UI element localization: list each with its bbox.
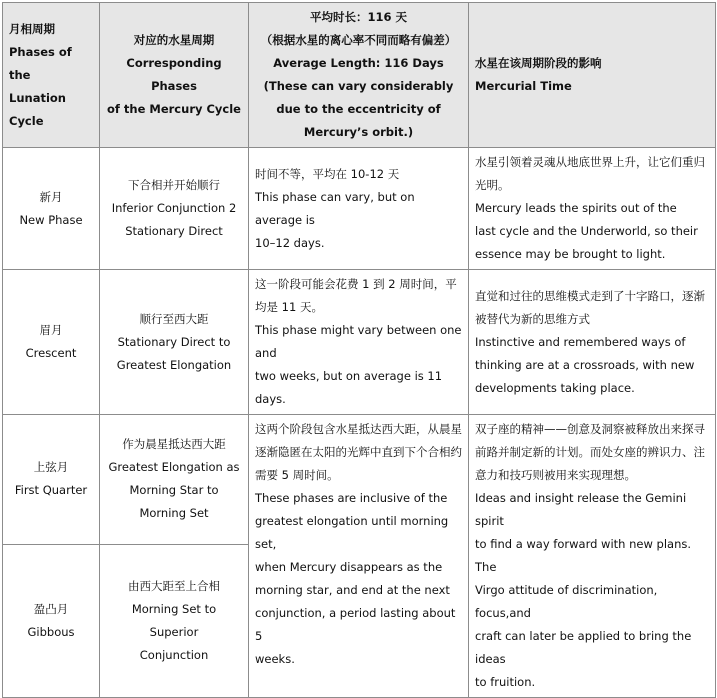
merged-effect-en-2: to find a way forward with new plans. The [475, 537, 692, 574]
merged-effect-en-5: to fruition. [475, 675, 536, 689]
header-lunation-en-1: Phases of the [9, 44, 72, 82]
merged-effect-zh: 双子座的精神——创意及洞察被释放出来探寻前路并制定新的计划。而处女座的辨识力、注意力和技巧则被用来实现理想。 [475, 422, 705, 482]
effect-en-2: thinking are at a crossroads, with new [475, 357, 695, 372]
effect-cell [469, 148, 716, 270]
header-length-zh-2: （根据水星的离心率不同而略有偏差） [260, 33, 457, 47]
mercury-phase-en-2: Morning Star to Morning Set [129, 483, 219, 521]
phase-cell [3, 148, 100, 270]
mercury-phase-zh: 作为晨星抵达西大距 [122, 437, 226, 452]
table-header-row [3, 3, 716, 148]
length-en-3: two weeks, but on average is 11 days. [255, 369, 443, 406]
merged-length-en-6: weeks. [255, 652, 295, 666]
table-row [3, 270, 716, 415]
effect-en-3: developments taking place. [475, 380, 635, 395]
phase-zh: 盈凸月 [33, 601, 69, 616]
phase-en: First Quarter [14, 483, 88, 498]
mercury-phase-cell [100, 544, 249, 697]
header-mercury-en-2: of the Mercury Cycle [107, 102, 241, 116]
header-mercury-en-1: Corresponding Phases [126, 56, 222, 93]
effect-en-1: Mercury leads the spirits out of the [475, 201, 677, 215]
length-en-2: 10–12 days. [255, 235, 325, 250]
effect-en-1: Instinctive and remembered ways of [475, 334, 686, 349]
length-cell [249, 148, 469, 270]
header-lunation-zh: 月相周期 [9, 21, 55, 36]
phase-zh: 眉月 [39, 323, 63, 337]
phase-cell [3, 270, 100, 415]
table-row [3, 415, 716, 545]
mercury-phase-en-2: Conjunction [139, 647, 209, 662]
header-average-length [249, 3, 469, 148]
length-en-2: and [255, 346, 277, 360]
header-length-en-2: (These can vary considerably due to the eccentricity of Mercury’s orbit.) [263, 79, 454, 139]
mercury-phase-cell [100, 415, 249, 545]
phase-en: Crescent [25, 346, 77, 360]
table-row [3, 148, 716, 270]
header-lunation-phases [3, 3, 100, 148]
mercury-phase-zh: 下合相并开始顺行 [128, 178, 220, 192]
length-cell [249, 270, 469, 415]
header-effect-en: Mercurial Time [475, 79, 572, 93]
phase-cell [3, 415, 100, 545]
phase-zh: 上弦月 [33, 460, 69, 475]
phase-zh: 新月 [39, 189, 63, 204]
merged-length-en-5: conjunction, a period lasting about 5 [255, 606, 456, 643]
merged-length-en-3: when Mercury disappears as the [255, 560, 443, 574]
mercury-phase-en-1: Inferior Conjunction 2 [111, 201, 237, 215]
lunation-mercury-table [2, 2, 716, 698]
phase-en: Gibbous [27, 624, 75, 639]
merged-length-cell [249, 415, 469, 698]
merged-effect-en-4: craft can later be applied to bring the ideas [475, 629, 692, 666]
merged-length-en-2: greatest elongation until morning set, [255, 514, 449, 551]
mercury-phase-en-2: Greatest Elongation [116, 357, 232, 372]
effect-zh: 水星引领着灵魂从地底世界上升，让它们重归光明。 [475, 155, 705, 192]
header-mercurial-time [469, 3, 716, 148]
merged-length-en-1: These phases are inclusive of the [255, 491, 448, 505]
header-length-en-1: Average Length: 116 Days [273, 56, 444, 70]
phase-en: New Phase [19, 212, 83, 227]
header-mercury-phases [100, 3, 249, 148]
merged-effect-en-3: Virgo attitude of discrimination, focus,and [475, 583, 658, 620]
mercury-phase-en-1: Morning Set to Superior [131, 601, 217, 639]
mercury-phase-zh: 顺行至西大距 [139, 311, 209, 326]
phase-cell [3, 544, 100, 697]
effect-cell [469, 270, 716, 415]
effect-en-2: last cycle and the Underworld, so their [475, 224, 698, 238]
mercury-phase-cell [100, 270, 249, 415]
header-effect-zh: 水星在该周期阶段的影响 [475, 56, 602, 70]
header-mercury-zh: 对应的水星周期 [133, 33, 215, 47]
merged-length-zh: 这两个阶段包含水星抵达西大距，从晨星逐渐隐匿在太阳的光辉中直到下个合相约需要 5 周时间。 [255, 422, 462, 482]
header-length-zh-1: 平均时长：116 天 [309, 10, 407, 24]
length-zh: 时间不等，平均在 10-12 天 [255, 166, 400, 181]
length-zh: 这一阶段可能会花费 1 到 2 周时间，平均是 11 天。 [255, 277, 457, 314]
effect-zh: 直觉和过往的思维模式走到了十字路口，逐渐被替代为新的思维方式 [475, 288, 705, 326]
effect-en-3: essence may be brought to light. [475, 247, 666, 261]
length-en-1: This phase might vary between one [255, 323, 462, 337]
length-en-1: This phase can vary, but on average is [255, 189, 415, 227]
header-lunation-en-3: Cycle [9, 113, 44, 128]
mercury-phase-en-1: Stationary Direct to [117, 334, 231, 349]
mercury-phase-en-1: Greatest Elongation as [108, 460, 240, 475]
mercury-phase-cell [100, 148, 249, 270]
header-lunation-en-2: Lunation [9, 90, 66, 105]
merged-effect-cell [469, 415, 716, 698]
merged-length-en-4: morning star, and end at the next [255, 583, 450, 597]
mercury-phase-en-2: Stationary Direct [125, 224, 223, 238]
mercury-phase-zh: 由西大距至上合相 [128, 578, 220, 593]
merged-effect-en-1: Ideas and insight release the Gemini spirit [475, 491, 687, 528]
